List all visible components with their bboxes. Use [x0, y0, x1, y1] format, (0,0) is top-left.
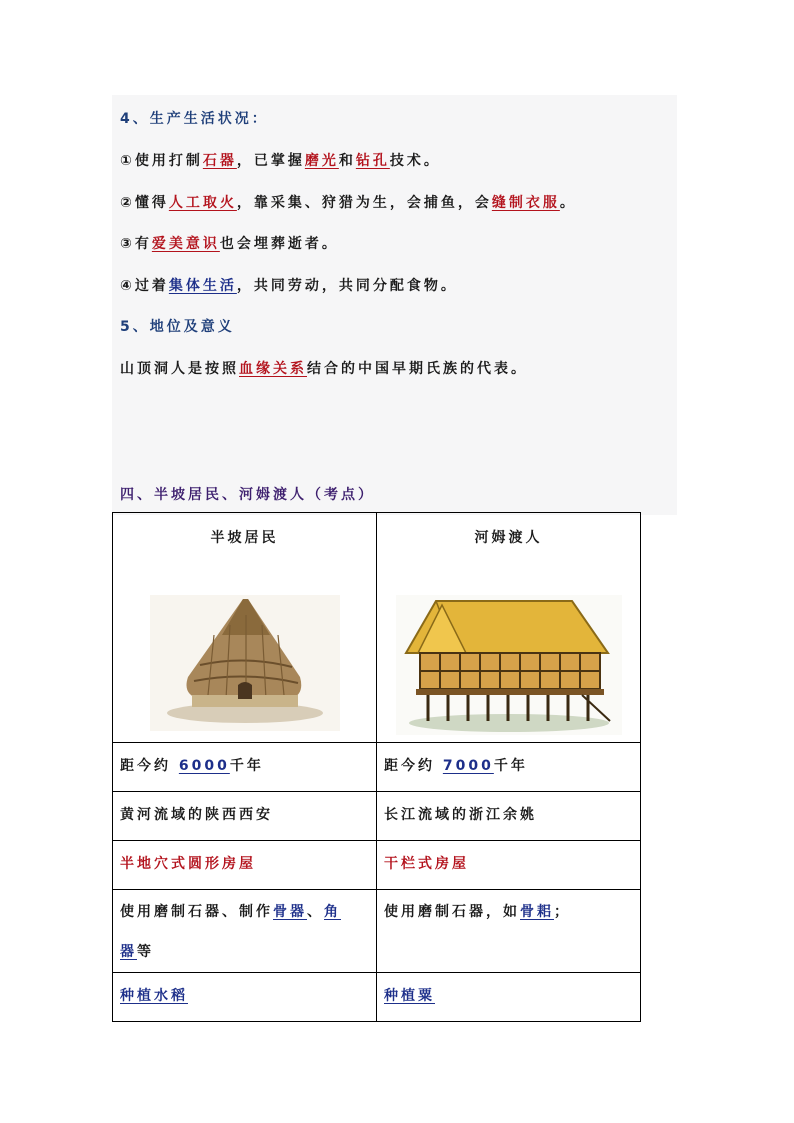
- hemudu-house-cell: [377, 841, 641, 890]
- hemudu-header-cell: [377, 513, 641, 743]
- table-row: [113, 743, 641, 792]
- key-term: 种植粟: [384, 988, 435, 1004]
- banpo-title: 半坡居民: [210, 530, 279, 546]
- text: ，共同劳动，共同分配食物。: [236, 278, 458, 294]
- text: 、: [307, 904, 324, 920]
- table-row: [113, 792, 641, 841]
- text: 懂得: [134, 195, 169, 211]
- banpo-header-cell: [113, 513, 377, 743]
- key-term: 石器: [202, 153, 237, 169]
- round-thatched-hut-image: [150, 595, 340, 731]
- section4-heading: 4、生产生活状况：: [120, 111, 269, 127]
- section5-text: [120, 358, 528, 378]
- section5-heading: 5、地位及意义: [120, 319, 235, 335]
- banpo-place-cell: 黄河流域的陕西西安: [113, 792, 377, 841]
- text: 使用打制: [134, 153, 203, 169]
- key-term: 血缘关系: [239, 361, 307, 377]
- key-term: 骨器: [273, 904, 307, 920]
- text: 等: [137, 944, 154, 960]
- hemudu-title: 河姆渡人: [474, 530, 543, 546]
- hemudu-time-cell: [377, 743, 641, 792]
- key-term: 角: [324, 904, 341, 920]
- text: 距今约: [120, 758, 171, 774]
- text: 使用磨制石器，如: [384, 904, 520, 920]
- key-term: 爱美意识: [151, 236, 220, 252]
- section-iv-heading: 四、半坡居民、河姆渡人（考点）: [120, 487, 375, 503]
- stilt-house-image: [396, 595, 622, 735]
- table-row: [113, 890, 641, 973]
- text: 山顶洞人是按照: [120, 361, 239, 377]
- hemudu-crop-cell: [377, 973, 641, 1022]
- key-term: 种植水稻: [120, 988, 188, 1004]
- key-term: 集体生活: [168, 278, 237, 294]
- table-row: [113, 973, 641, 1022]
- comparison-table: [112, 512, 641, 1022]
- key-term: 器: [120, 944, 137, 960]
- item-1: [120, 150, 441, 170]
- banpo-tools-cell: [113, 890, 377, 973]
- text: 。: [559, 195, 577, 211]
- banpo-crop-cell: [113, 973, 377, 1022]
- item-number: ①: [120, 153, 135, 169]
- text: ，已掌握: [236, 153, 305, 169]
- key-term: 6000: [178, 758, 230, 774]
- item-number: ④: [120, 278, 135, 294]
- hemudu-tools-cell: [377, 890, 641, 973]
- text: 有: [134, 236, 152, 252]
- key-term: 缝制衣服: [491, 195, 560, 211]
- key-term: 磨光: [304, 153, 339, 169]
- item-4: [120, 275, 458, 295]
- text: 结合的中国早期氏族的代表。: [307, 361, 528, 377]
- text: ，靠采集、狩猎为生，会捕鱼，会: [236, 195, 492, 211]
- key-term: 骨耜: [520, 904, 554, 920]
- table-row: [113, 841, 641, 890]
- text: 过着: [134, 278, 169, 294]
- hemudu-place-cell: 长江流域的浙江余姚: [377, 792, 641, 841]
- banpo-time-cell: [113, 743, 377, 792]
- text: ；: [554, 904, 571, 920]
- banpo-house-cell: [113, 841, 377, 890]
- text: 千年: [229, 758, 264, 774]
- item-number: ②: [120, 195, 135, 211]
- key-term: 干栏式房屋: [384, 856, 469, 872]
- text: 距今约: [384, 758, 435, 774]
- item-number: ③: [120, 236, 135, 252]
- item-2: [120, 192, 577, 212]
- key-term: 7000: [442, 758, 494, 774]
- key-term: 半地穴式圆形房屋: [120, 856, 256, 872]
- text: 使用磨制石器、制作: [120, 904, 273, 920]
- text: 和: [338, 153, 356, 169]
- table-row: [113, 513, 641, 743]
- text: 千年: [493, 758, 528, 774]
- text: 技术。: [389, 153, 441, 169]
- item-3: [120, 233, 339, 253]
- key-term: 人工取火: [168, 195, 237, 211]
- key-term: 钻孔: [355, 153, 390, 169]
- text: 也会埋葬逝者。: [219, 236, 339, 252]
